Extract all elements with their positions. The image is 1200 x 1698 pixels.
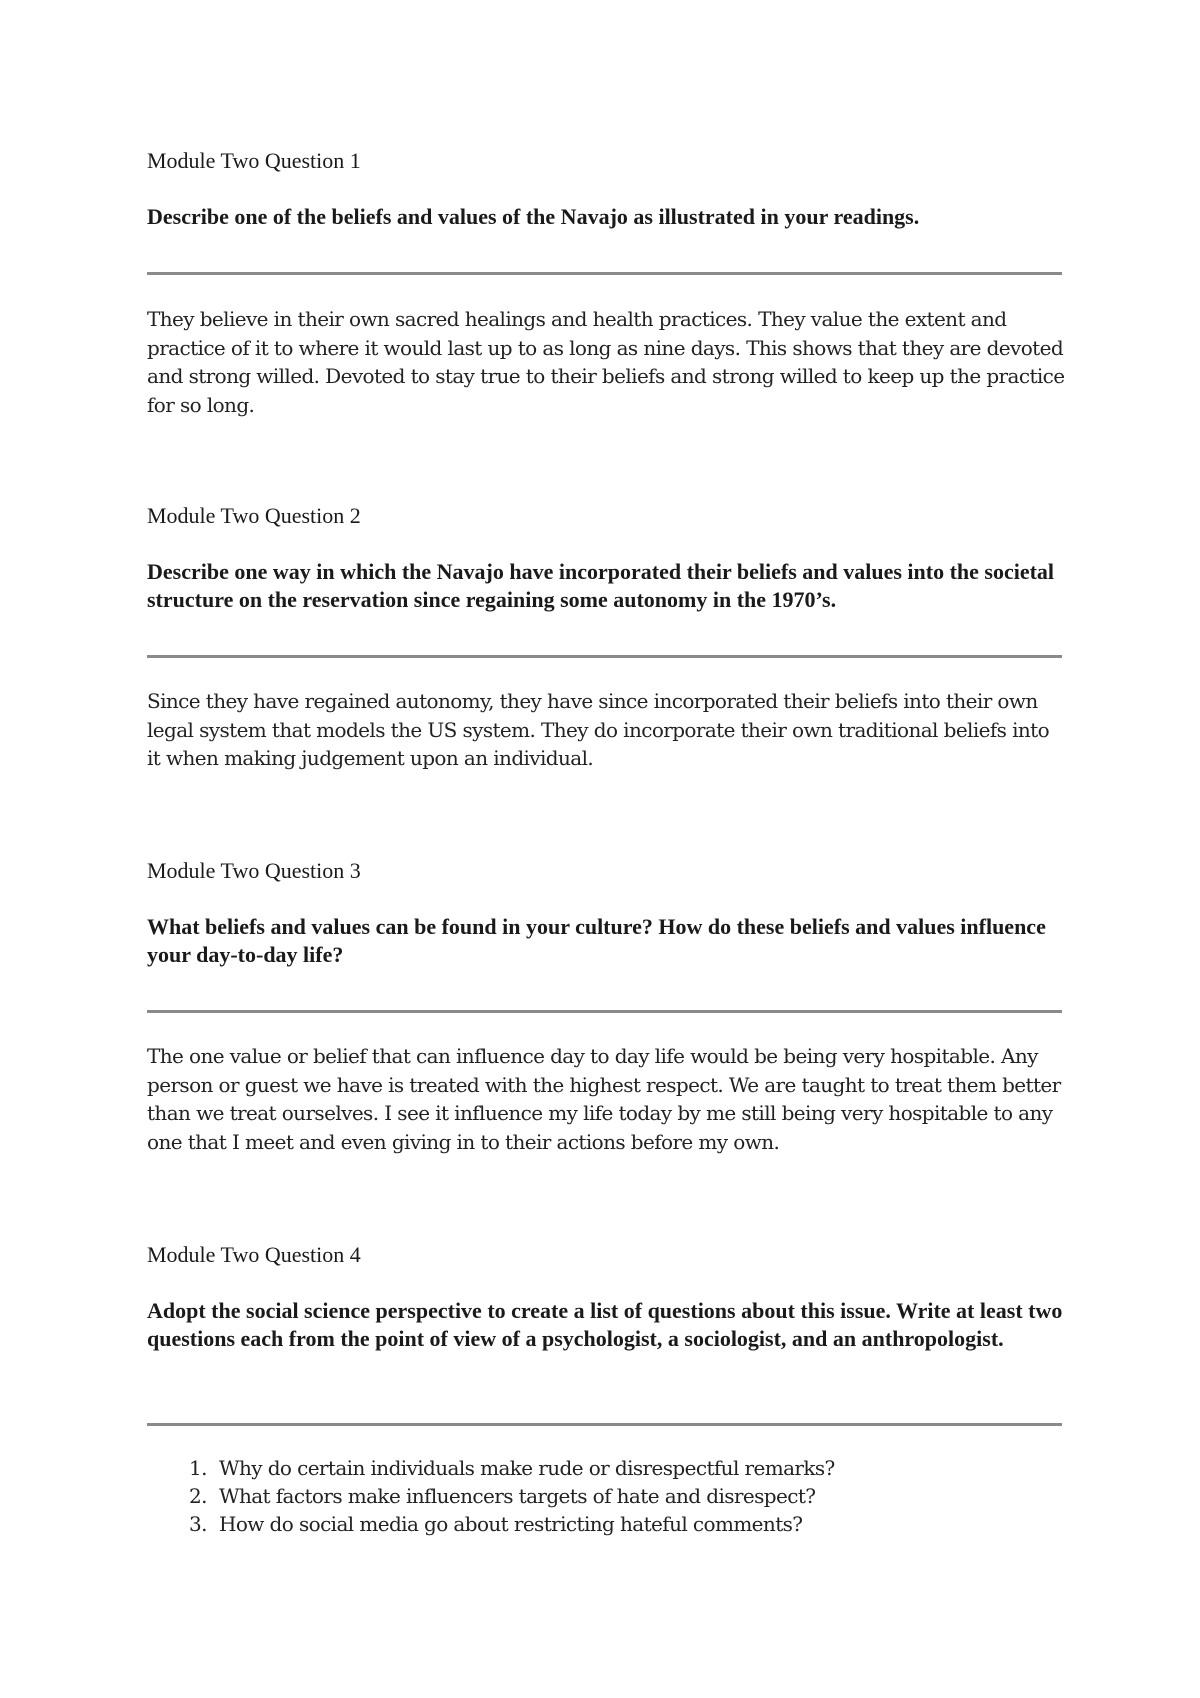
- list-item-text: How do social media go about restricting hateful comments?: [219, 1512, 803, 1536]
- answer-text: They believe in their own sacred healings and health practices. They value the extent and practice of it to where it would last up to as long as nine days. This shows that they are devoted and strong willed. Devoted to stay true to their beliefs and strong willed to keep up the practice for so long.: [147, 307, 1065, 417]
- question-heading: Module Two Question 3: [147, 858, 361, 883]
- answer-divider: [147, 655, 1062, 658]
- question-prompt: What beliefs and values can be found in your culture? How do these beliefs and values influence your day-to-day life?: [147, 914, 1046, 967]
- list-item-number: 3.: [189, 1512, 207, 1536]
- list-item-number: 2.: [189, 1484, 207, 1508]
- list-item: [147, 1454, 1065, 1482]
- answer-text: Since they have regained autonomy, they have since incorporated their beliefs into their own legal system that models the US system. They do incorporate their own traditional beliefs into it when making judgement upon an individual.: [147, 689, 1050, 770]
- question-heading: Module Two Question 4: [147, 1242, 361, 1267]
- answer-text: The one value or belief that can influence day to day life would be being very hospitable. Any person or guest we have is treated with the highest respect. We are taught to treat them better than we treat ourselves. I see it influence my life today by me still being very hospitable to any one that I meet and even giving in to their actions before my own.: [147, 1044, 1061, 1154]
- list-item-text: What factors make influencers targets of hate and disrespect?: [219, 1484, 816, 1508]
- list-item: [147, 1482, 1065, 1510]
- list-item: [147, 1510, 1065, 1538]
- question-heading: Module Two Question 1: [147, 148, 361, 173]
- question-heading: Module Two Question 2: [147, 503, 361, 528]
- list-item-text: Why do certain individuals make rude or disrespectful remarks?: [219, 1456, 835, 1480]
- answer-list: [147, 1454, 1065, 1538]
- question-prompt: Describe one way in which the Navajo have incorporated their beliefs and values into the societal structure on the reservation since regaining some autonomy in the 1970’s.: [147, 559, 1055, 612]
- list-item-number: 1.: [189, 1456, 207, 1480]
- question-prompt: Adopt the social science perspective to create a list of questions about this issue. Write at least two questions each from the point of view of a psychologist, a sociologist, and an anthropologist.: [147, 1298, 1063, 1351]
- answer-divider: [147, 272, 1062, 275]
- answer-divider: [147, 1423, 1062, 1426]
- question-prompt: Describe one of the beliefs and values of the Navajo as illustrated in your readings.: [147, 204, 920, 229]
- answer-divider: [147, 1010, 1062, 1013]
